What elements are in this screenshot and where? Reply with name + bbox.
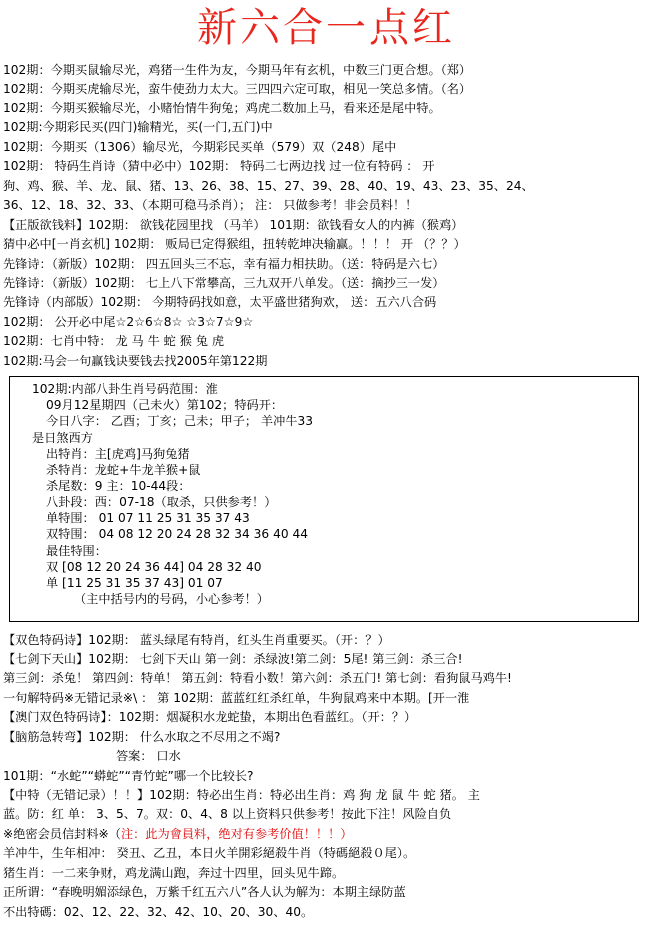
box-line: 今日八字： 乙酉；丁亥；己未；甲子； 羊冲牛33 — [46, 414, 314, 428]
text-line: 不出特碼：02、12、22、32、42、10、20、30、40。 — [3, 905, 314, 919]
text-line: 正所谓：“春晚明媚添绿色，万紫千红五六八”各人认为解为：本期主绿防蓝 — [3, 885, 406, 899]
box-line: 双 [08 12 20 24 36 44] 04 28 32 40 — [46, 560, 262, 574]
box-line: （主中括号内的号码，小心参考！） — [74, 592, 269, 606]
text-line: 先锋诗（内部版）102期： 今期特码找如意，太平盛世猪狗欢， 送：五六八合码 — [3, 295, 437, 309]
text-line: 狗、鸡、猴、羊、龙、鼠、猪、13、26、38、15、27、39、28、40、19、43、23、35、24、 — [3, 179, 534, 193]
box-line: 09月12星期四（己未火）第102；特码开： — [46, 398, 284, 412]
text-line: 102期：今期买（1306）输尽光，今期彩民买单（579）双（248）尾中 — [3, 140, 397, 154]
text-line: 101期：“水蛇”“蟒蛇”“青竹蛇”哪一个比较长? — [3, 769, 254, 783]
text-line: 【澳门双色特码诗】：102期：烟凝积水龙蛇蛰，本期出色看蓝红。（开：？） — [3, 710, 417, 724]
box-line: 出特肖：主[虎鸡]马狗兔猪 — [46, 447, 190, 461]
text-line: 蓝。防：红 单： 3、5、7。双：0、4、8 以上资料只供参考！按此下注！风险自负 — [3, 807, 452, 821]
box-line: 最佳特围： — [46, 544, 107, 558]
text-line: 第三剑：杀兔！ 第四剑：特单！ 第五剑：特看小数！第六剑：杀五门! 第七剑：看狗鼠马鸡牛! — [3, 671, 512, 685]
box-line: 102期:内部八卦生肖号码范围：淮 — [32, 382, 218, 396]
text-line: 102期:今期彩民买(四门)输精光，买(一门,五门)中 — [3, 120, 273, 134]
text-line: 【脑筋急转弯】102期： 什么水取之不尽用之不竭? — [3, 730, 281, 744]
box-line: 杀尾数：9 主：10-44段： — [46, 479, 191, 493]
box-line: 单 [11 25 31 35 37 43] 01 07 — [46, 576, 223, 590]
text-line: 先锋诗：（新版）102期： 四五回头三不忘，幸有福力相扶助。（送：特码是六七） — [3, 257, 445, 271]
text-line: 【正版欲钱料】102期： 欲钱花园里找 （马羊） 101期：欲钱看女人的内裤（猴鸡） — [3, 218, 464, 232]
text-line: 102期：今期买鼠输尽光，鸡猪一生件为友，今期马年有玄机，中数三门更合想。（郑） — [3, 63, 472, 77]
text-line: 102期:马会一句赢钱诀要钱去找2005年第122期 — [3, 354, 268, 368]
member-note-highlight: 注：此为會員料，绝对有参考价值！！！） — [120, 827, 353, 841]
text-line: 猪生肖：一二来争财，鸡龙满山跑，奔过十四里，回头见牛蹄。 — [3, 866, 345, 880]
text-line: 102期：今期买猴输尽光，小赌怡情牛狗兔；鸡虎二数加上马，看来还是尾中特。 — [3, 101, 441, 115]
riddle-answer: 答案： 口水 — [116, 749, 181, 763]
text-line: 【双色特码诗】102期： 蓝头绿尾有特肖，红头生肖重要买。（开：？） — [3, 633, 390, 647]
member-note-label: ※绝密会员信封料※（ — [3, 827, 121, 841]
text-line: 102期：七肖中特： 龙 马 牛 蛇 猴 兔 虎 — [3, 334, 225, 348]
text-line: 102期： 公开必中尾☆2☆6☆8☆ ☆3☆7☆9☆ — [3, 315, 254, 329]
member-note — [3, 825, 649, 844]
text-line: 【中特（无错记录）！！】102期：特必出生肖：特必出生肖：鸡 狗 龙 鼠 牛 蛇 猪。 主 — [3, 788, 480, 802]
text-line: 羊冲牛，生年相冲： 癸丑、乙丑，本日火羊開彩絕殺牛肖（特碼絕殺０尾）。 — [3, 846, 416, 860]
box-line: 双特围： 04 08 12 20 24 28 32 34 36 40 44 — [46, 527, 308, 541]
page-title: 新六合一点红 — [197, 5, 455, 51]
text-line: 102期：今期买虎输尽光，蛮牛使劲力太大。三四四六定可取，相见一笑总多情。（名） — [3, 82, 472, 96]
box-line: 杀特肖：龙蛇+牛龙羊猴+鼠 — [46, 463, 201, 477]
box-line: 单特围： 01 07 11 25 31 35 37 43 — [46, 511, 250, 525]
text-line: 【七剑下天山】102期： 七剑下天山 第一剑：杀绿波!第二剑：5尾! 第三剑：杀三合! — [3, 652, 463, 666]
text-line: 先锋诗：（新版）102期： 七上八下常攀高，三九双开八单发。（送：摘抄三一发） — [3, 276, 445, 290]
text-line: 102期： 特码生肖诗（猜中必中）102期： 特码二七两边找 过一位有特码 ： 开 — [3, 159, 435, 173]
box-line: 八卦段：西：07-18（取杀，只供参考！） — [46, 495, 277, 509]
text-line: 36、12、18、32、33、（本期可稳马杀肖）； 注： 只做参考！非会员料！！ — [3, 198, 418, 212]
text-line: 猜中必中[一肖玄机] 102期： 贩局已定得猴组，扭转乾坤决输赢。！！！ 开 （？？） — [3, 237, 466, 251]
bagua-range-box — [9, 376, 639, 622]
text-line: 一句解特码※无错记录※\ ： 第 102期：蓝蓝红红杀红单，牛狗鼠鸡来中本期。[开一淮 — [3, 691, 470, 705]
box-line: 是日煞西方 — [32, 431, 93, 445]
